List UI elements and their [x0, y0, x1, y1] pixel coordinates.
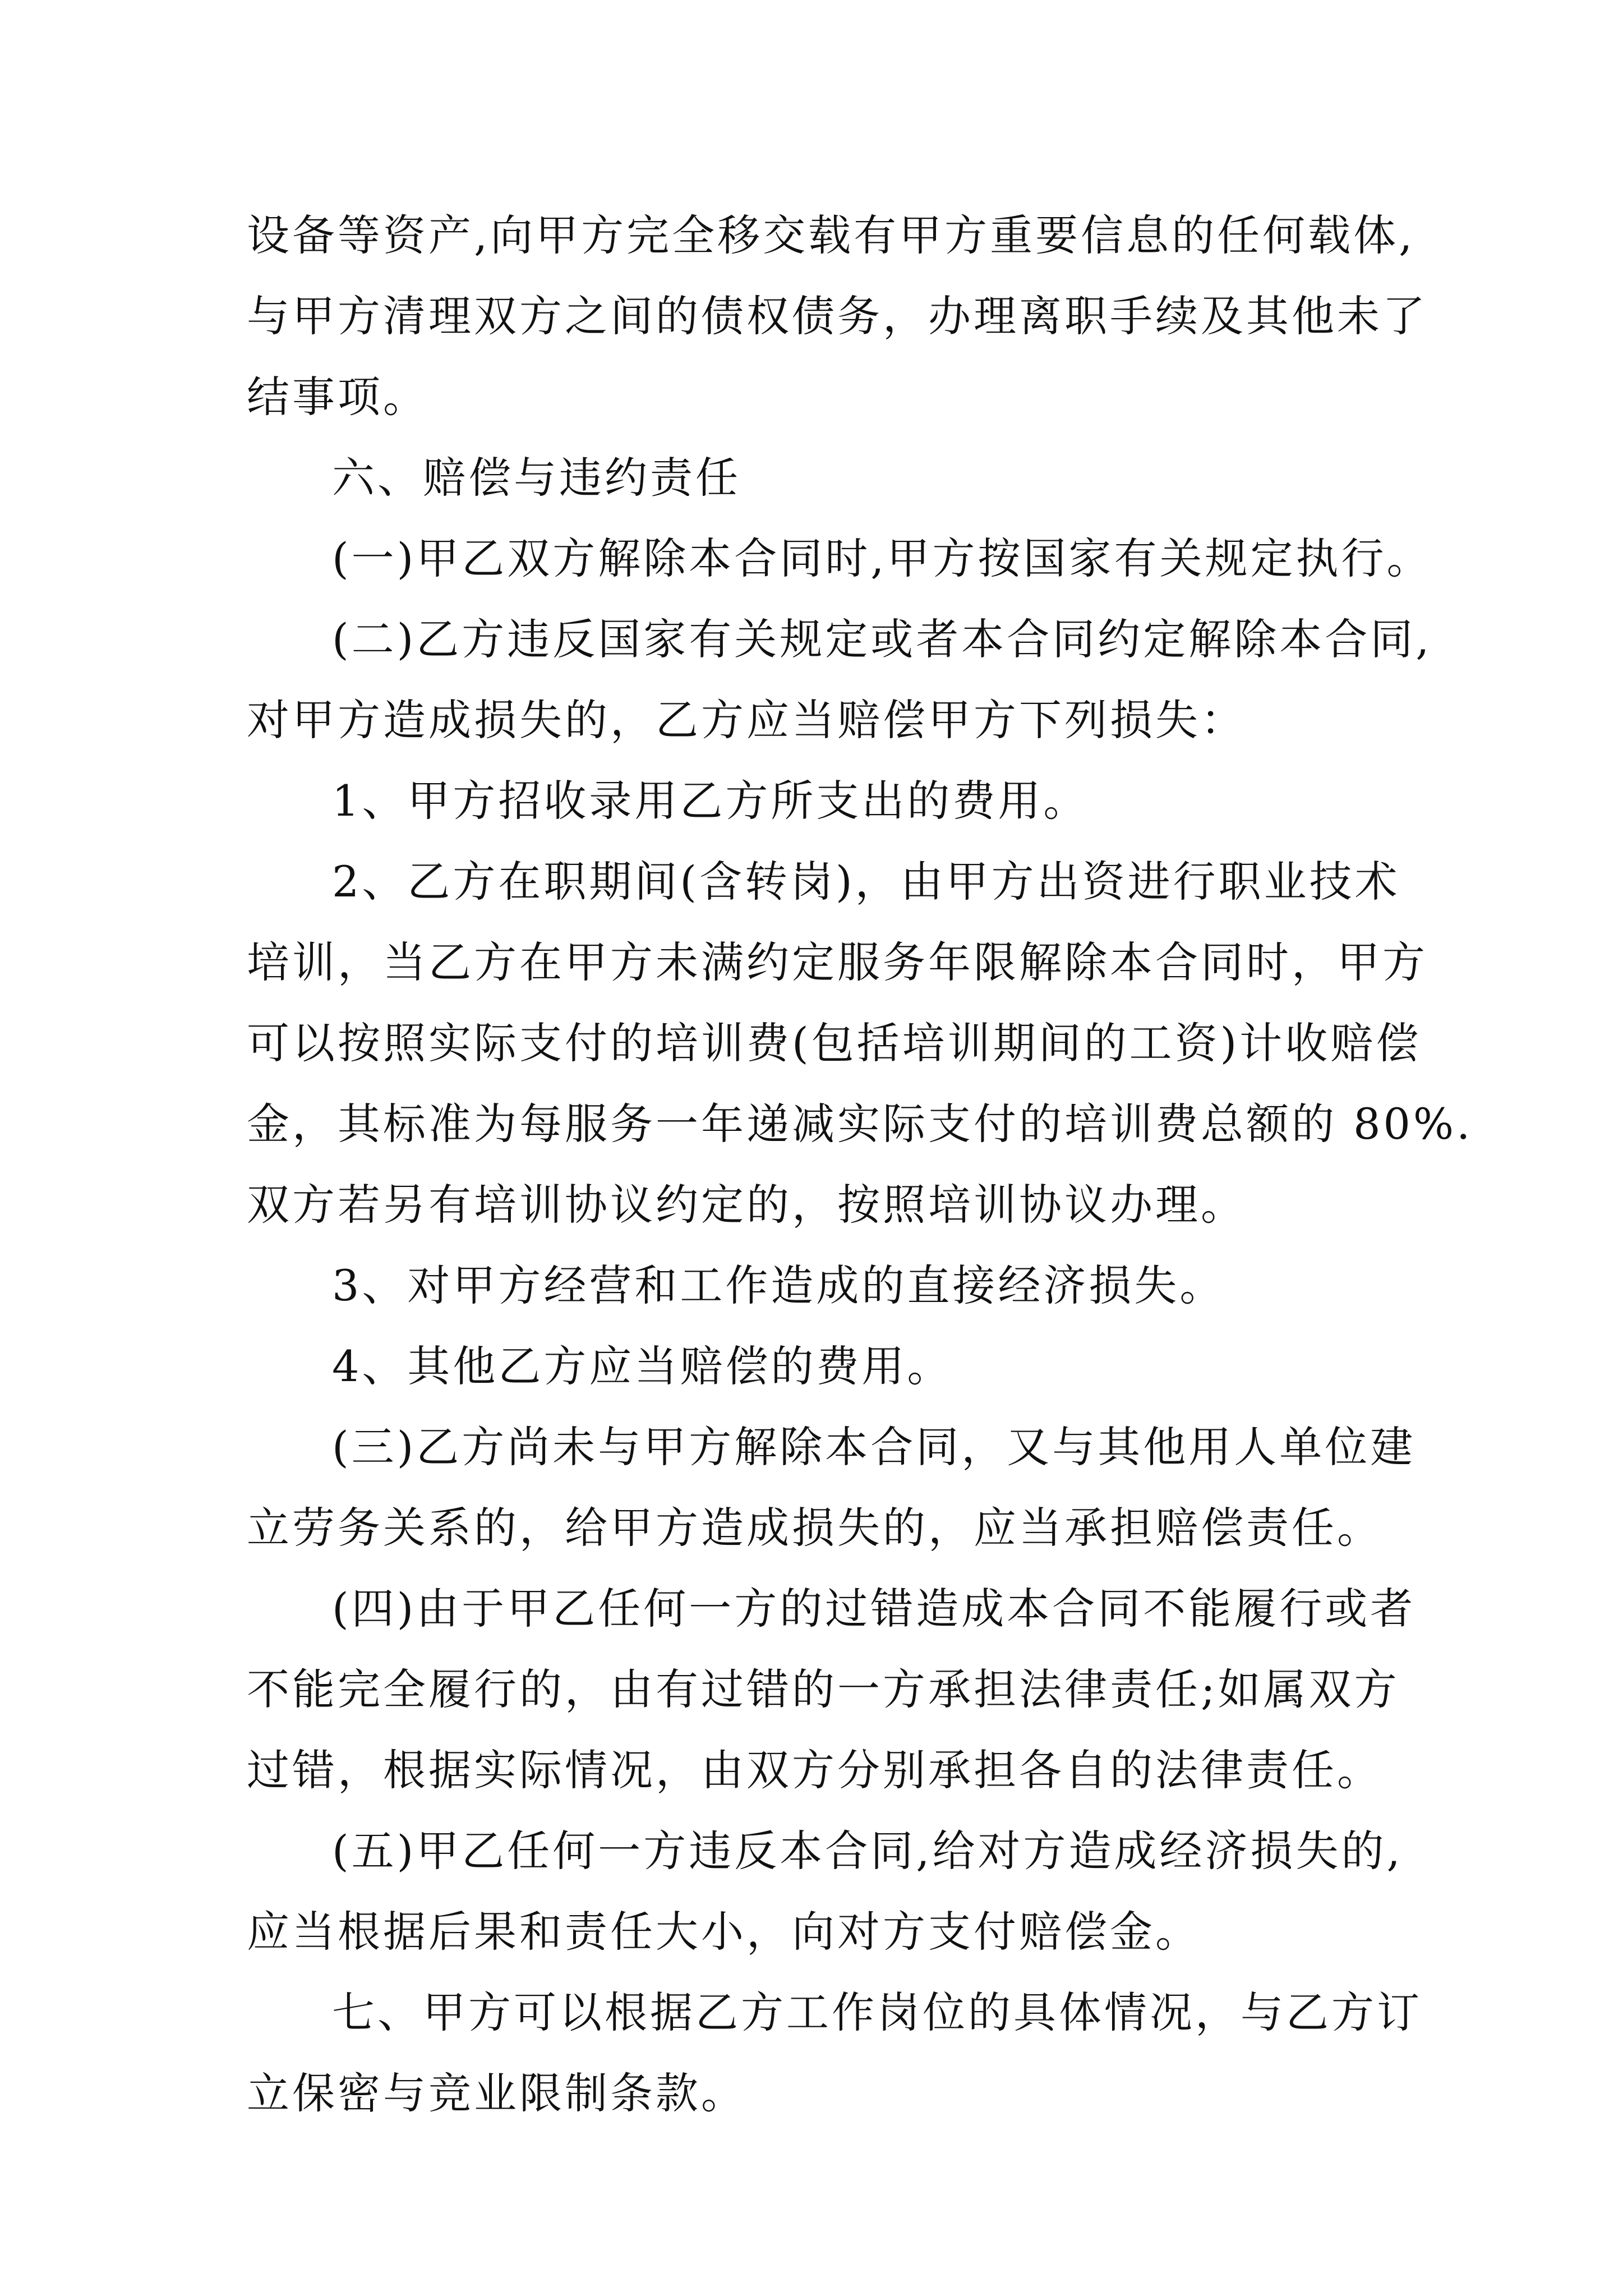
text-line: 对甲方造成损失的，乙方应当赔偿甲方下列损失：: [247, 695, 1246, 745]
text-line: 可以按照实际支付的培训费(包括培训期间的工资)计收赔偿: [247, 1018, 1422, 1068]
sub-item-4: 4、其他乙方应当赔偿的费用。: [332, 1341, 953, 1391]
text-line: 立劳务关系的，给甲方造成损失的，应当承担赔偿责任。: [247, 1503, 1382, 1553]
sub-item-2: 2、乙方在职期间(含转岗)，由甲方出资进行职业技术: [332, 857, 1400, 907]
text-line: 设备等资产,向甲方完全移交载有甲方重要信息的任何载体,: [247, 210, 1415, 260]
text-line: 双方若另有培训协议约定的，按照培训协议办理。: [247, 1180, 1246, 1230]
text-line: 立保密与竞业限制条款。: [247, 2068, 746, 2118]
section-heading-confidentiality: 七、甲方可以根据乙方工作岗位的具体情况，与乙方订: [332, 1987, 1422, 2037]
text-line: 过错，根据实际情况，由双方分别承担各自的法律责任。: [247, 1745, 1382, 1795]
text-line: 不能完全履行的，由有过错的一方承担法律责任;如属双方: [247, 1664, 1400, 1714]
text-line: 培训，当乙方在甲方未满约定服务年限解除本合同时，甲方: [247, 937, 1428, 987]
clause-3: (三)乙方尚未与甲方解除本合同，又与其他用人单位建: [332, 1422, 1416, 1472]
sub-item-1: 1、甲方招收录用乙方所支出的费用。: [332, 776, 1089, 826]
clause-1: (一)甲乙双方解除本合同时,甲方按国家有关规定执行。: [332, 533, 1432, 583]
contract-body-text: [247, 195, 1473, 2134]
clause-4: (四)由于甲乙任何一方的过错造成本合同不能履行或者: [332, 1584, 1416, 1634]
text-line: 与甲方清理双方之间的债权债务，办理离职手续及其他未了: [247, 291, 1428, 341]
text-line: 应当根据后果和责任大小，向对方支付赔偿金。: [247, 1907, 1201, 1957]
clause-2: (二)乙方违反国家有关规定或者本合同约定解除本合同,: [332, 614, 1432, 664]
text-line: 结事项。: [247, 372, 428, 422]
clause-5: (五)甲乙任何一方违反本合同,给对方造成经济损失的,: [332, 1826, 1403, 1876]
section-heading-compensation: 六、赔偿与违约责任: [332, 453, 741, 503]
sub-item-3: 3、对甲方经营和工作造成的直接经济损失。: [332, 1260, 1225, 1310]
text-line: 金，其标准为每服务一年递减实际支付的培训费总额的 80%.: [247, 1099, 1473, 1149]
